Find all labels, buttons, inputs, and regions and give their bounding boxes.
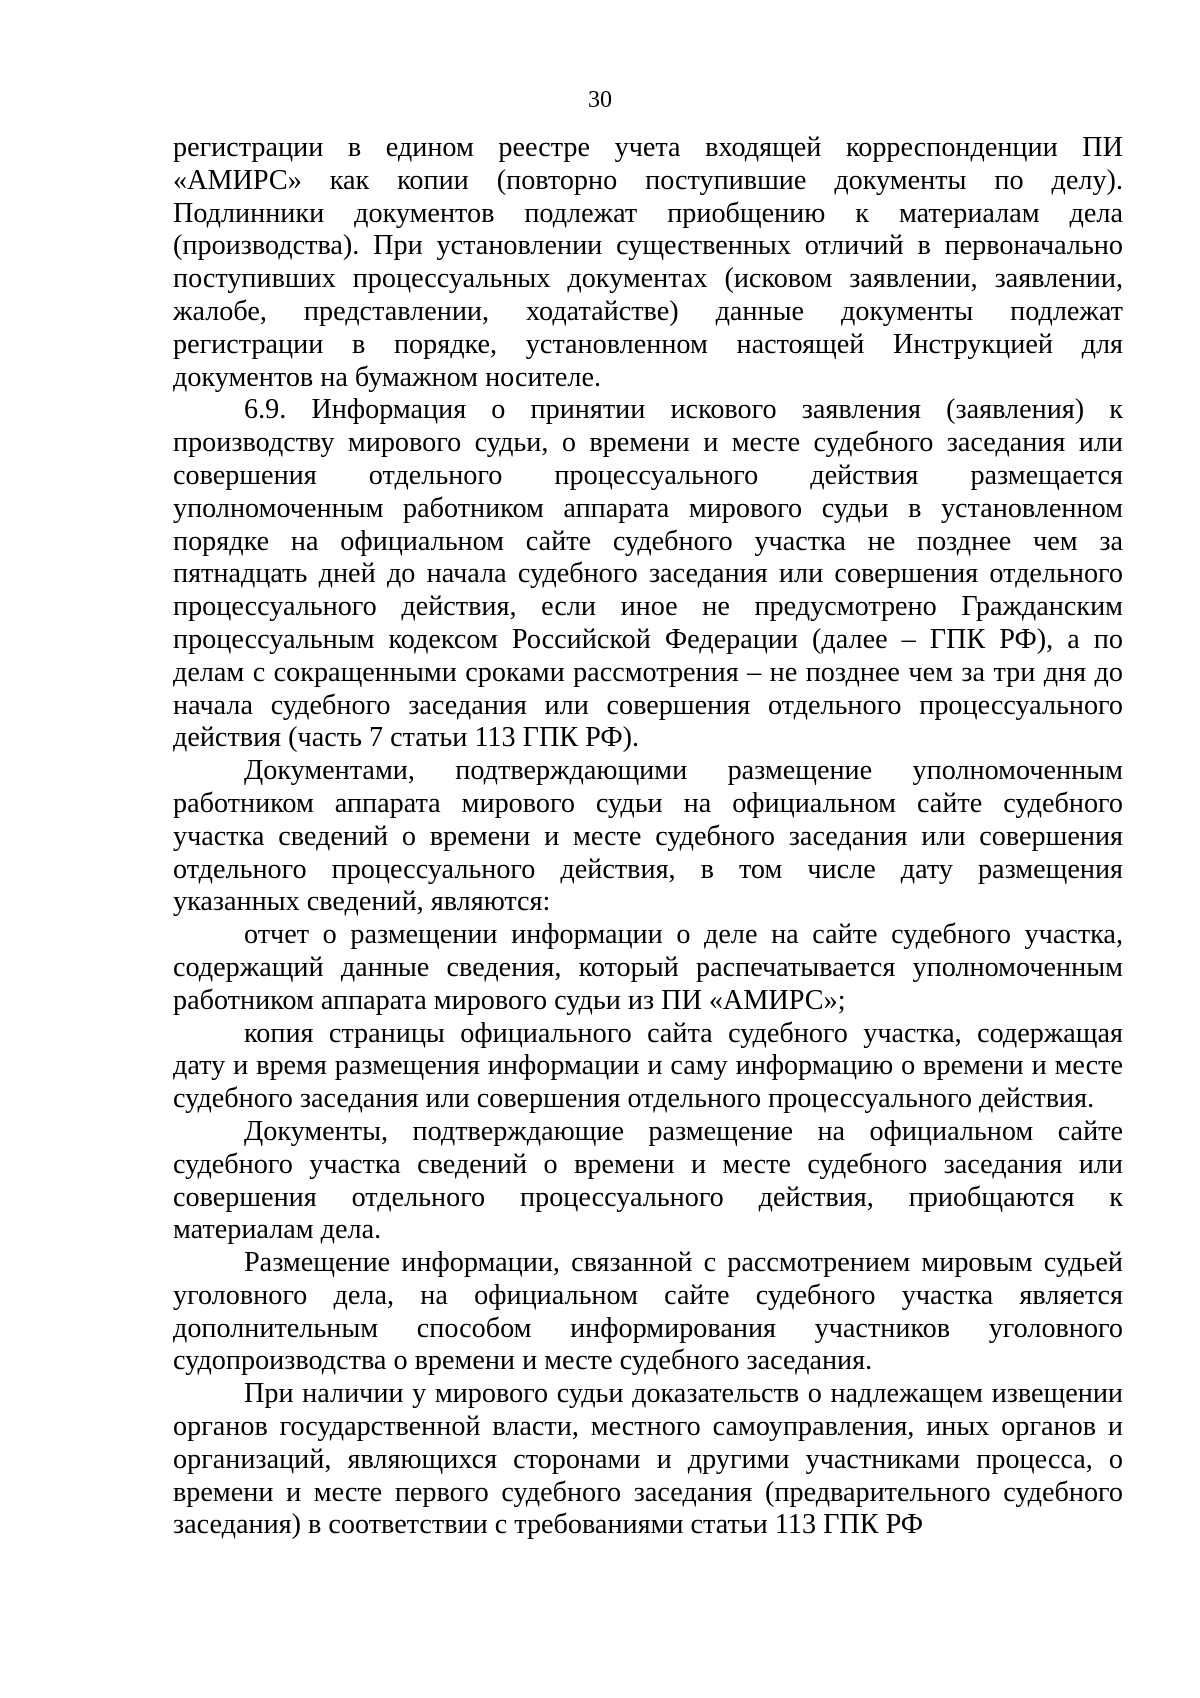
paragraph-6-9: 6.9. Информация о принятии искового заявления (заявления) к производству мирового судьи, о времени и месте судебного заседания или совершения отдельного процессуального действия размещается уполномоченным работником аппарата мирового судьи в установленном порядке на официальном сайте судебного участка не позднее чем за пятнадцать дней до начала судебного заседания или совершения отдельного процессуального действия, если иное не предусмотрено Гражданским процессуальным кодексом Российской Федерации (далее – ГПК РФ), а по делам с сокращенными сроками рассмотрения – не позднее чем за три дня до начала судебного заседания или совершения отдельного процессуального действия (часть 7 статьи 113 ГПК РФ). [173, 394, 1123, 754]
paragraph-report-item: отчет о размещении информации о деле на сайте судебного участка, содержащий данные сведения, который распечатывается уполномоченным работником аппарата мирового судьи из ПИ «АМИРС»; [173, 919, 1123, 1016]
paragraph-page-copy-item: копия страницы официального сайта судебного участка, содержащая дату и время размещения информации и саму информацию о времени и месте судебного заседания или совершения отдельного процессуального действия. [173, 1017, 1123, 1115]
paragraph-confirming-documents: Документами, подтверждающими размещение уполномоченным работником аппарата мирового судьи на официальном сайте судебного участка сведений о времени и месте судебного заседания или совершения отдельного процессуального действия, в том числе дату размещения указанных сведений, являются: [173, 755, 1123, 918]
paragraph-criminal-case-info: Размещение информации, связанной с рассмотрением мировым судьей уголовного дела, на официальном сайте судебного участка является дополнительным способом информирования участников уголовного судопроизводства о времени и месте судебного заседания. [173, 1247, 1123, 1377]
paragraph-continuation: регистрации в едином реестре учета входящей корреспонденции ПИ «АМИРС» как копии (повторно поступившие документы по делу). Подлинники документов подлежат приобщению к материалам дела (производства). При установлении существенных отличий в первоначально поступивших процессуальных документах (исковом заявлении, заявлении, жалобе, представлении, ходатайстве) данные документы подлежат регистрации в порядке, установленном настоящей Инструкцией для документов на бумажном носителе. [173, 132, 1123, 393]
document-body [173, 132, 1123, 1542]
paragraph-documents-attached: Документы, подтверждающие размещение на официальном сайте судебного участка сведений о времени и месте судебного заседания или совершения отдельного процессуального действия, приобщаются к материалам дела. [173, 1115, 1123, 1246]
page-number: 30 [588, 87, 612, 113]
paragraph-notification-evidence: При наличии у мирового судьи доказательств о надлежащем извещении органов государственной власти, местного самоуправления, иных органов и организаций, являющихся сторонами и другими участниками процесса, о времени и месте первого судебного заседания (предварительного судебного заседания) в соответствии с требованиями статьи 113 ГПК РФ [173, 1378, 1123, 1541]
